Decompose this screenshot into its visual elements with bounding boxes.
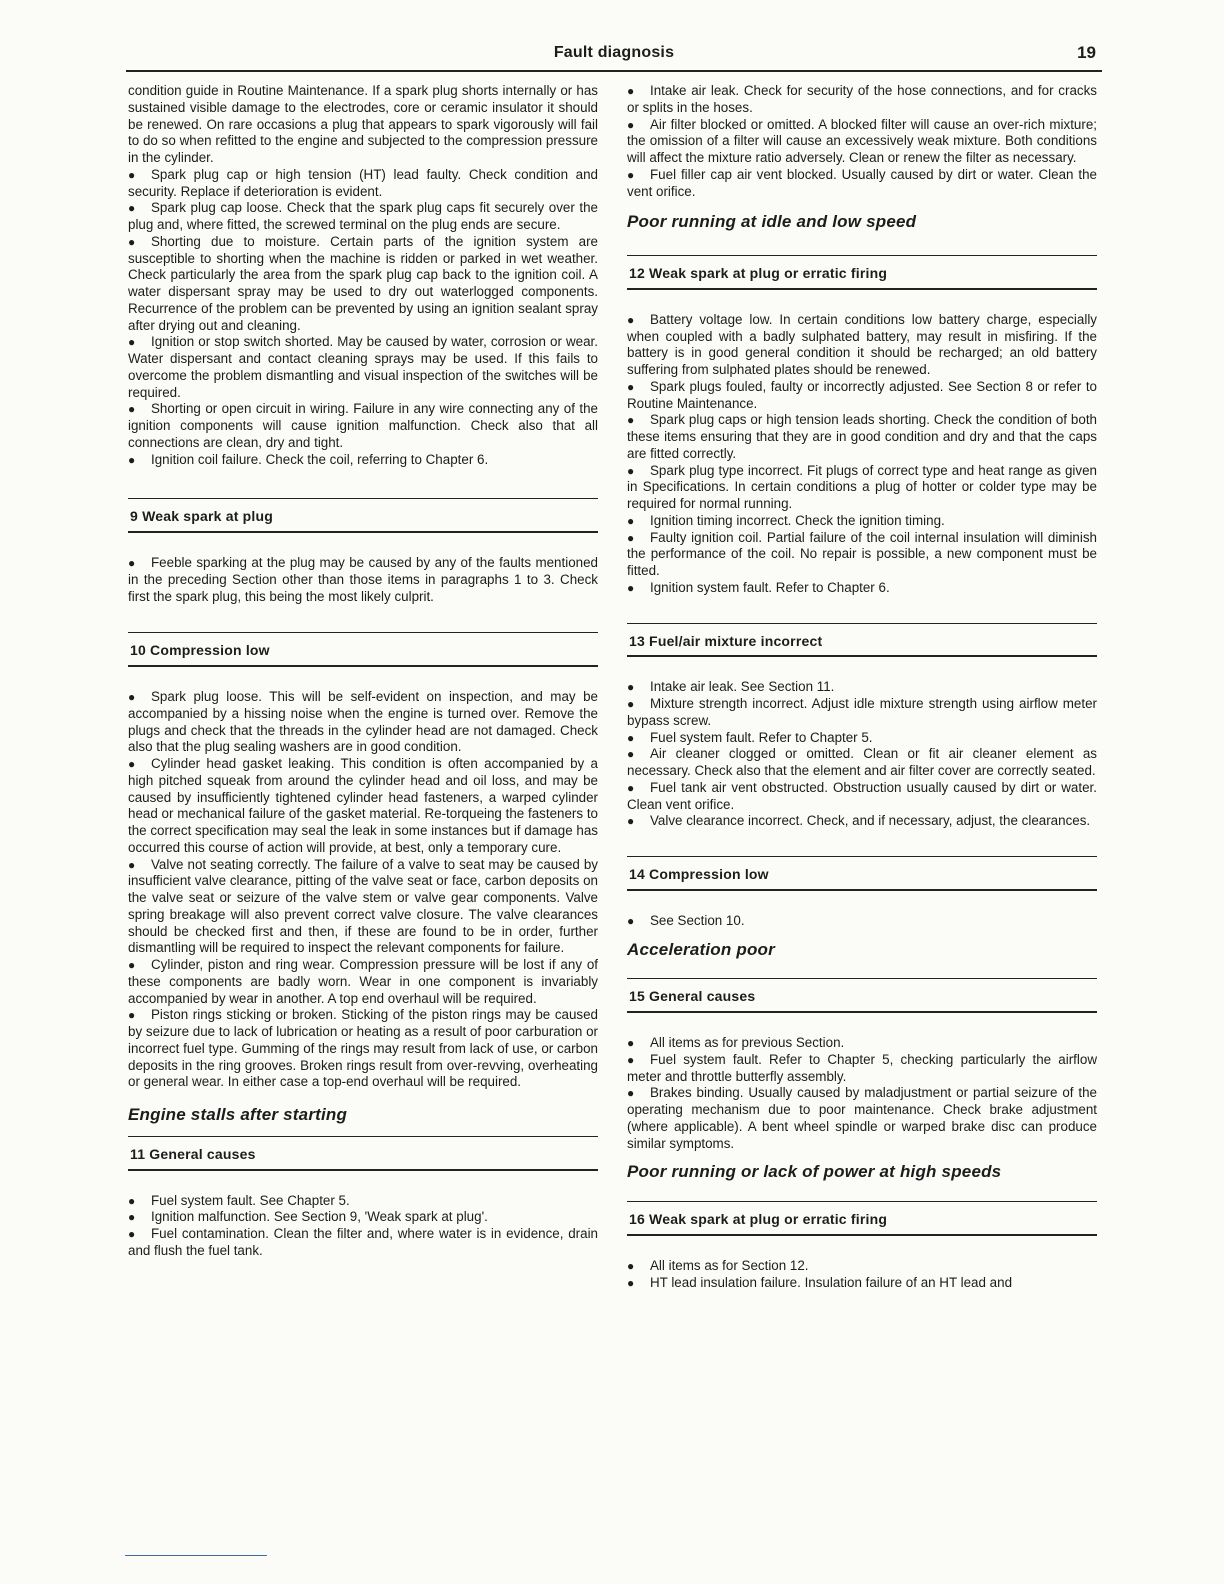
bullet-item: ● Ignition coil failure. Check the coil, referring to Chapter 6. (128, 452, 598, 469)
bullet-item: ● Air cleaner clogged or omitted. Clean or fit air cleaner element as necessary. Check also that the element and air filter cover are correctly seated. (627, 746, 1097, 780)
heading-poor-running-idle: Poor running at idle and low speed (627, 212, 917, 232)
section-16 (627, 1201, 1097, 1291)
bullet-item: ● Brakes binding. Usually caused by maladjustment or partial seizure of the operating mechanism due to poor maintenance. Check brake adjustment (where applicable). A bent wheel spindle or warped brake disc can produce similar symptoms. (627, 1085, 1097, 1152)
section-11-title: 11 General causes (128, 1136, 598, 1171)
bullet-item: ● Ignition system fault. Refer to Chapter 6. (627, 580, 1097, 597)
bullet-item: ● Fuel system fault. Refer to Chapter 5, checking particularly the airflow meter and throttle butterfly assembly. (627, 1052, 1097, 1086)
section-14 (627, 856, 1097, 930)
page-number: 19 (1077, 43, 1096, 62)
bullet-item: ● Intake air leak. See Section 11. (627, 679, 1097, 696)
bullet-item: ● Shorting or open circuit in wiring. Failure in any wire connecting any of the ignition components will cause ignition malfunction. Check also that all connections are clean, dry and tight. (128, 401, 598, 451)
bullet-item: ● Spark plug caps or high tension leads shorting. Check the condition of both these items ensuring that they are in good condition and dry and that the caps are fitted correctly. (627, 412, 1097, 462)
bullet-item: ● Spark plugs fouled, faulty or incorrectly adjusted. See Section 8 or refer to Routine Maintenance. (627, 379, 1097, 413)
section-15 (627, 978, 1097, 1152)
bullet-item: ● Fuel filler cap air vent blocked. Usually caused by dirt or water. Clean the vent orifice. (627, 167, 1097, 201)
bullet-item: ● Spark plug type incorrect. Fit plugs of correct type and heat range as given in Specifications. In certain conditions a plug of hotter or colder type may be required for normal running. (627, 463, 1097, 513)
bullet-item: ● Feeble sparking at the plug may be caused by any of the faults mentioned in the preceding Section other than those items in paragraphs 1 to 3. Check first the spark plug, this being the most likely culprit. (128, 555, 598, 605)
bullet-item: ● Faulty ignition coil. Partial failure of the coil internal insulation will diminish the performance of the coil. No repair is possible, a new component must be fitted. (627, 530, 1097, 580)
bullet-item: ● Valve clearance incorrect. Check, and if necessary, adjust, the clearances. (627, 813, 1097, 830)
right-column (627, 83, 1097, 1291)
bullet-item: ● Ignition timing incorrect. Check the ignition timing. (627, 513, 1097, 530)
section-15-title: 15 General causes (627, 978, 1097, 1013)
body-paragraph: condition guide in Routine Maintenance. If a spark plug shorts internally or has sustained visible damage to the electrodes, core or ceramic insulator it should be renewed. On rare occasions a plug that appears to spark vigorously will fail to do so when refitted to the engine and subjected to the compression pressure in the cylinder. (128, 83, 598, 165)
heading-poor-running-high-speed: Poor running or lack of power at high speeds (627, 1162, 1002, 1182)
section-9-title: 9 Weak spark at plug (128, 498, 598, 533)
bullet-item: ● Air filter blocked or omitted. A blocked filter will cause an over-rich mixture; the omission of a filter will cause an excessively weak mixture. Both conditions will affect the mixture ratio adversely. Clean or renew the filter as necessary. (627, 117, 1097, 167)
section-9 (128, 498, 598, 605)
footer-rule (125, 1555, 267, 1556)
left-column (128, 83, 598, 1260)
left-intro (128, 83, 598, 468)
section-10 (128, 632, 598, 1091)
bullet-item: ● Fuel system fault. See Chapter 5. (128, 1193, 598, 1210)
bullet-item: ● Fuel contamination. Clean the filter and, where water is in evidence, drain and flush the fuel tank. (128, 1226, 598, 1260)
bullet-item: ● Intake air leak. Check for security of the hose connections, and for cracks or splits in the hoses. (627, 83, 1097, 117)
bullet-item: ● Cylinder head gasket leaking. This condition is often accompanied by a high pitched squeak from around the cylinder head and oil loss, and may be caused by insufficiently tightened cylinder head fasteners, a warped cylinder head or mechanical failure of the gasket material. Re-torqueing the fasteners to the correct specification may seal the leak in some instances but if damage has occurred this course of action will provide, at best, only a temporary cure. (128, 756, 598, 857)
bullet-item: ● Ignition malfunction. See Section 9, 'Weak spark at plug'. (128, 1209, 598, 1226)
heading-acceleration-poor: Acceleration poor (627, 939, 775, 959)
bullet-item: ● Shorting due to moisture. Certain parts of the ignition system are susceptible to shorting when the machine is ridden or parked in wet weather. Check particularly the area from the spark plug cap back to the ignition coil. A water dispersant spray may be used to dry out waterlogged components. Recurrence of the problem can be prevented by using an ignition sealant spray after drying out and cleaning. (128, 234, 598, 335)
section-14-title: 14 Compression low (627, 856, 1097, 891)
bullet-item: ● Spark plug cap or high tension (HT) lead faulty. Check condition and security. Replace if deterioration is evident. (128, 167, 598, 201)
section-13 (627, 623, 1097, 831)
right-intro (627, 83, 1097, 200)
bullet-item: ● Battery voltage low. In certain conditions low battery charge, especially when coupled with a badly sulphated battery, may result in misfiring. If the battery is in good general condition it should be recharged; an old battery suffering from sulphated plates should be renewed. (627, 312, 1097, 379)
bullet-item: ● Ignition or stop switch shorted. May be caused by water, corrosion or wear. Water dispersant and contact cleaning sprays may be used. If this fails to overcome the problem dismantling and visual inspection of the switches will be required. (128, 334, 598, 401)
section-16-title: 16 Weak spark at plug or erratic firing (627, 1201, 1097, 1236)
bullet-item: ● Cylinder, piston and ring wear. Compression pressure will be lost if any of these components are badly worn. Wear in one component is invariably accompanied by wear in another. A top end overhaul will be required. (128, 957, 598, 1007)
bullet-item: ● Fuel system fault. Refer to Chapter 5. (627, 730, 1097, 747)
bullet-item: ● See Section 10. (627, 913, 1097, 930)
section-10-title: 10 Compression low (128, 632, 598, 667)
heading-engine-stalls: Engine stalls after starting (128, 1105, 348, 1124)
bullet-item: ● All items as for Section 12. (627, 1258, 1097, 1275)
bullet-item: ● Valve not seating correctly. The failure of a valve to seat may be caused by insufficient valve clearance, pitting of the valve seat or face, carbon deposits on the valve seat or seizure of the valve stem or valve gear components. Valve spring breakage will also prevent correct valve closure. The valve clearances should be checked first and then, if these are found to be in order, further dismantling will be required to inspect the relevant components for failure. (128, 857, 598, 958)
section-12-title: 12 Weak spark at plug or erratic firing (627, 255, 1097, 290)
section-13-title: 13 Fuel/air mixture incorrect (627, 623, 1097, 658)
page-title: Fault diagnosis (553, 44, 675, 61)
page-header (126, 42, 1102, 72)
bullet-item: ● Mixture strength incorrect. Adjust idle mixture strength using airflow meter bypass screw. (627, 696, 1097, 730)
bullet-item: ● Fuel tank air vent obstructed. Obstruction usually caused by dirt or water. Clean vent orifice. (627, 780, 1097, 814)
bullet-item: ● Spark plug loose. This will be self-evident on inspection, and may be accompanied by a hissing noise when the engine is turned over. Remove the plugs and check that the threads in the cylinder head are not damaged. Check also that the plug sealing washers are in good condition. (128, 689, 598, 756)
bullet-item: ● Spark plug cap loose. Check that the spark plug caps fit securely over the plug and, where fitted, the screwed terminal on the plug ends are secure. (128, 200, 598, 234)
bullet-item: ● Piston rings sticking or broken. Sticking of the piston rings may be caused by seizure due to lack of lubrication or heating as a result of poor carburation or incorrect fuel type. Gumming of the rings may result from lack of use, or carbon deposits in the ring grooves. Broken rings result from over-revving, overheating or general wear. In either case a top-end overhaul will be required. (128, 1007, 598, 1091)
section-11 (128, 1136, 598, 1260)
bullet-item: ● HT lead insulation failure. Insulation failure of an HT lead and (627, 1275, 1097, 1292)
bullet-item: ● All items as for previous Section. (627, 1035, 1097, 1052)
section-12 (627, 255, 1097, 597)
